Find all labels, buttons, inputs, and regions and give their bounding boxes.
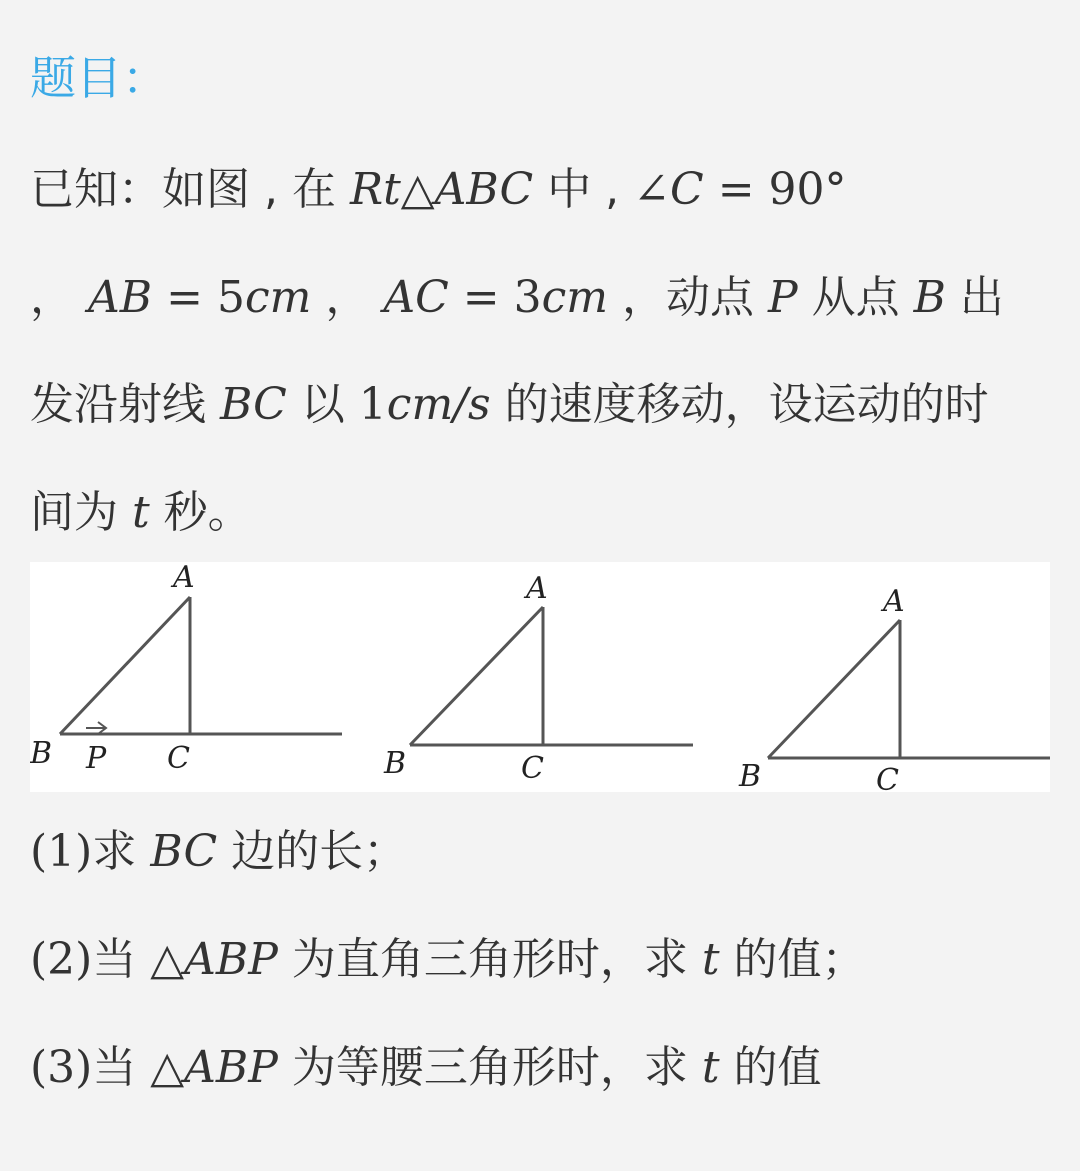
figure-1-label-c: C [167, 741, 190, 776]
text-segment: ， [30, 272, 74, 323]
text-segment: 从点 [797, 272, 914, 323]
text-segment: 秒。 [149, 487, 252, 538]
text-segment: 为直角三角形时，求 [277, 934, 702, 985]
math-time-t: t [701, 934, 720, 985]
text-segment: ，动点 [608, 272, 768, 323]
text-segment: 以 1 [286, 379, 387, 430]
question-2-number: (2)当 △ [30, 934, 185, 985]
triangle-figures [30, 562, 1050, 792]
text-segment: 边的长； [217, 826, 408, 877]
text-segment: 发沿射线 [30, 379, 220, 430]
figure-1-arrow [86, 722, 106, 734]
figure-3-label-c: C [876, 763, 899, 792]
problem-line-2 [30, 268, 1004, 328]
math-point-b: B [913, 272, 946, 323]
figure-1-label-a: A [173, 562, 195, 595]
figure-2-label-a: A [526, 571, 548, 606]
math-triangle-abc: Rt△ABC [349, 164, 534, 215]
figure-3-label-b: B [739, 759, 762, 792]
math-speed-unit: cm/s [386, 379, 491, 430]
math-bc: BC [150, 826, 218, 877]
text-segment: 的值； [719, 934, 866, 985]
triangle-figures-svg [30, 562, 1050, 792]
math-time-t: t [132, 487, 150, 538]
figure-2-label-b: B [384, 746, 407, 781]
figure-2-triangle [410, 607, 693, 745]
question-1-number: (1)求 [30, 826, 151, 877]
math-unit-cm: cm [541, 272, 608, 323]
figure-1-triangle [60, 597, 342, 734]
figure-1-label-p: P [86, 741, 107, 776]
math-angle-value: = 90° [703, 164, 847, 215]
math-ac-value: = 3 [448, 272, 542, 323]
figure-2-label-c: C [521, 751, 544, 786]
math-triangle-abp: ABP [184, 1042, 278, 1093]
figure-1-label-b: B [30, 736, 53, 771]
figure-3-triangle [768, 620, 1050, 758]
question-3 [30, 1038, 822, 1098]
math-unit-cm: cm [244, 272, 312, 323]
text-segment: ， [311, 272, 370, 323]
problem-line-1 [30, 160, 847, 220]
figure-3-label-a: A [883, 584, 905, 619]
problem-line-3 [30, 375, 989, 435]
question-header: 题目： [30, 51, 168, 105]
question-2 [30, 930, 866, 990]
text-segment: 为等腰三角形时，求 [277, 1042, 702, 1093]
math-point-p: P [767, 272, 798, 323]
problem-line-4 [30, 483, 252, 543]
question-3-number: (3)当 △ [30, 1042, 185, 1093]
math-ab-value: = 5 [152, 272, 245, 323]
text-segment: 的值 [719, 1042, 822, 1093]
math-triangle-abp: ABP [184, 934, 278, 985]
text-segment: 已知：如图 , 在 [30, 164, 350, 215]
math-ac: AC [383, 272, 449, 323]
math-ab: AB [88, 272, 153, 323]
math-angle-c: ∠C [633, 164, 704, 215]
text-segment: 的速度移动，设运动的时 [490, 379, 989, 430]
math-ray-bc: BC [220, 379, 287, 430]
text-segment: 间为 [30, 487, 132, 538]
text-segment: 出 [945, 272, 1004, 323]
question-1 [30, 822, 407, 882]
text-segment: 中 , [533, 164, 634, 215]
math-time-t: t [701, 1042, 720, 1093]
